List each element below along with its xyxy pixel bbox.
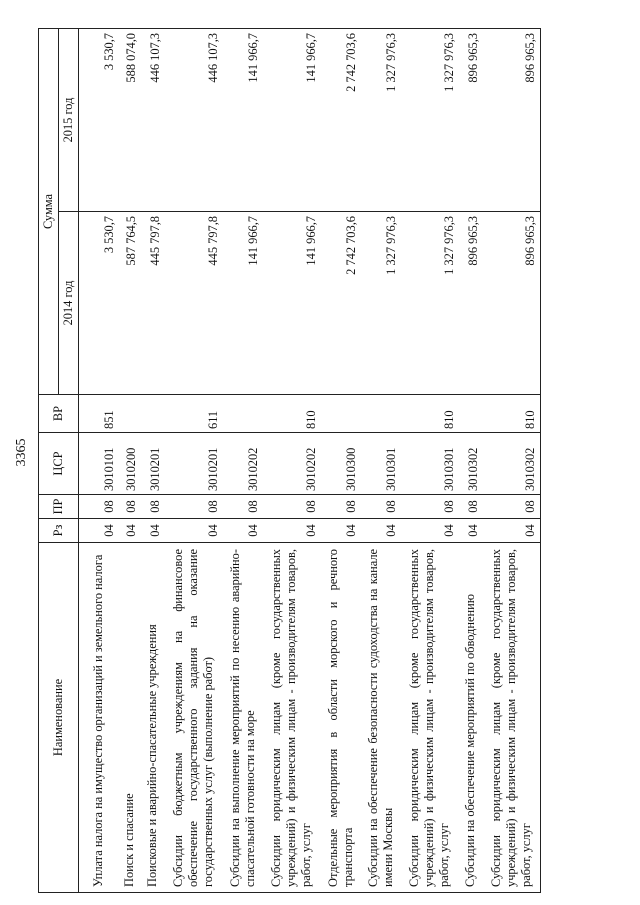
row-rz: 04 <box>263 519 321 543</box>
table-row <box>141 29 165 893</box>
table-row <box>321 29 361 893</box>
row-rz: 04 <box>223 519 263 543</box>
row-2014: 141 966,7 <box>263 212 321 395</box>
row-rz: 04 <box>361 519 401 543</box>
table-row <box>401 29 459 893</box>
budget-table <box>38 28 541 893</box>
row-vr: 810 <box>401 395 459 433</box>
row-csr: 3010200 <box>119 433 141 495</box>
header-vr: ВР <box>39 395 79 433</box>
row-rz: 04 <box>79 519 119 543</box>
row-vr <box>361 395 401 433</box>
table-row <box>165 29 223 893</box>
row-name: Поисковые и аварийно-спасательные учреждения <box>141 543 165 893</box>
row-name: Субсидии юридическим лицам (кроме государственных учреждений) и физическим лицам - производителям товаров, работ, услуг <box>263 543 321 893</box>
row-vr <box>119 395 141 433</box>
header-rz: Рз <box>39 519 79 543</box>
row-name: Субсидии на обеспечение мероприятий по обводнению <box>459 543 483 893</box>
row-vr <box>223 395 263 433</box>
row-vr: 611 <box>165 395 223 433</box>
row-2014: 587 764,5 <box>119 212 141 395</box>
row-pr: 08 <box>165 495 223 519</box>
row-2015: 3 530,7 <box>79 29 119 212</box>
row-rz: 04 <box>401 519 459 543</box>
row-csr: 3010301 <box>401 433 459 495</box>
row-rz: 04 <box>119 519 141 543</box>
row-csr: 3010301 <box>361 433 401 495</box>
row-2015: 141 966,7 <box>223 29 263 212</box>
row-csr: 3010202 <box>263 433 321 495</box>
row-rz: 04 <box>165 519 223 543</box>
row-2015: 896 965,3 <box>459 29 483 212</box>
table-header <box>39 29 79 893</box>
row-name: Субсидии юридическим лицам (кроме государственных учреждений) и физическим лицам - производителям товаров, работ, услуг <box>483 543 541 893</box>
row-vr <box>321 395 361 433</box>
table-row <box>263 29 321 893</box>
row-csr: 3010101 <box>79 433 119 495</box>
row-2014: 3 530,7 <box>79 212 119 395</box>
row-pr: 08 <box>401 495 459 519</box>
table-row <box>361 29 401 893</box>
table-row <box>79 29 119 893</box>
row-csr: 3010201 <box>141 433 165 495</box>
header-2014: 2014 год <box>59 212 79 395</box>
table-row <box>119 29 141 893</box>
row-2014: 896 965,3 <box>483 212 541 395</box>
row-vr <box>459 395 483 433</box>
row-rz: 04 <box>459 519 483 543</box>
row-csr: 3010201 <box>165 433 223 495</box>
row-pr: 08 <box>79 495 119 519</box>
row-name: Субсидии на обеспечение безопасности судоходства на канале имени Москвы <box>361 543 401 893</box>
row-2015: 141 966,7 <box>263 29 321 212</box>
row-2015: 446 107,3 <box>165 29 223 212</box>
row-2015: 896 965,3 <box>483 29 541 212</box>
row-name: Поиск и спасание <box>119 543 141 893</box>
row-pr: 08 <box>459 495 483 519</box>
row-pr: 08 <box>321 495 361 519</box>
row-2014: 896 965,3 <box>459 212 483 395</box>
row-vr: 810 <box>263 395 321 433</box>
header-csr: ЦСР <box>39 433 79 495</box>
row-csr: 3010300 <box>321 433 361 495</box>
header-2015: 2015 год <box>59 29 79 212</box>
row-csr: 3010302 <box>459 433 483 495</box>
row-csr: 3010202 <box>223 433 263 495</box>
row-name: Отдельные мероприятия в области морского и речного транспорта <box>321 543 361 893</box>
row-vr: 810 <box>483 395 541 433</box>
row-name: Уплата налога на имущество организаций и земельного налога <box>79 543 119 893</box>
row-2014: 2 742 703,6 <box>321 212 361 395</box>
table-row <box>483 29 541 893</box>
page-number: 3365 <box>14 438 29 467</box>
row-rz: 04 <box>321 519 361 543</box>
row-2015: 1 327 976,3 <box>401 29 459 212</box>
row-2014: 445 797,8 <box>141 212 165 395</box>
row-pr: 08 <box>263 495 321 519</box>
row-2015: 1 327 976,3 <box>361 29 401 212</box>
row-vr: 851 <box>79 395 119 433</box>
row-name: Субсидии на выполнение мероприятий по несению аварийно-спасательной готовности на море <box>223 543 263 893</box>
header-sum: Сумма <box>39 29 59 395</box>
row-2014: 141 966,7 <box>223 212 263 395</box>
row-2015: 2 742 703,6 <box>321 29 361 212</box>
row-2014: 1 327 976,3 <box>361 212 401 395</box>
row-pr: 08 <box>361 495 401 519</box>
row-pr: 08 <box>223 495 263 519</box>
row-2014: 1 327 976,3 <box>401 212 459 395</box>
row-2015: 446 107,3 <box>141 29 165 212</box>
row-pr: 08 <box>119 495 141 519</box>
row-2015: 588 074,0 <box>119 29 141 212</box>
row-name: Субсидии бюджетным учреждениям на финансовое обеспечение государственного задания на оказание государственных услуг (выполнение работ) <box>165 543 223 893</box>
table-row <box>223 29 263 893</box>
row-rz: 04 <box>483 519 541 543</box>
row-csr: 3010302 <box>483 433 541 495</box>
row-rz: 04 <box>141 519 165 543</box>
row-pr: 08 <box>483 495 541 519</box>
row-name: Субсидии юридическим лицам (кроме государственных учреждений) и физическим лицам - производителям товаров, работ, услуг <box>401 543 459 893</box>
row-2014: 445 797,8 <box>165 212 223 395</box>
table-row <box>459 29 483 893</box>
table-body <box>79 29 541 893</box>
header-name: Наименование <box>39 543 79 893</box>
row-vr <box>141 395 165 433</box>
header-pr: ПР <box>39 495 79 519</box>
row-pr: 08 <box>141 495 165 519</box>
